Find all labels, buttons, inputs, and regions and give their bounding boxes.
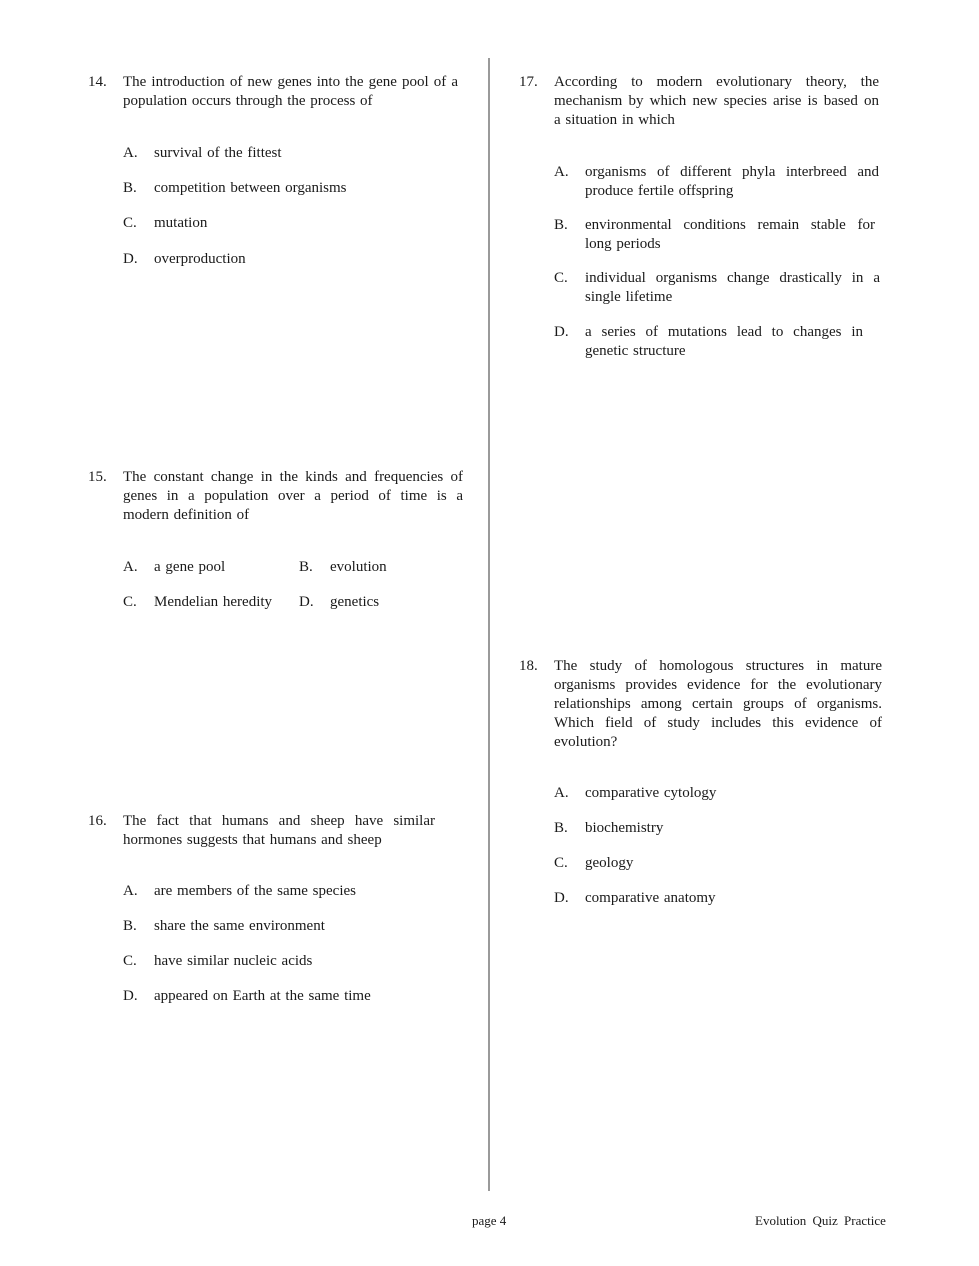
- option-text: comparative cytology: [585, 785, 717, 801]
- option-letter: A.: [554, 164, 569, 180]
- option-letter: B.: [299, 559, 313, 575]
- option-letter: A.: [123, 145, 138, 161]
- option-letter: D.: [554, 324, 569, 340]
- option-text: appeared on Earth at the same time: [154, 988, 371, 1004]
- question-15: [88, 468, 468, 618]
- option-text: survival of the fittest: [154, 145, 282, 161]
- option-letter: B.: [123, 180, 137, 196]
- option-letter: D.: [299, 594, 314, 610]
- option-letter: D.: [123, 988, 138, 1004]
- question-16: [88, 812, 468, 1012]
- option-letter: D.: [123, 251, 138, 267]
- option-letter: C.: [554, 270, 568, 286]
- option-text: organisms of different phyla interbreed and produce fertile offspring: [585, 164, 879, 199]
- option-letter: D.: [554, 890, 569, 906]
- option-letter: C.: [123, 594, 137, 610]
- document-title: Evolution Quiz Practice: [755, 1213, 886, 1228]
- question-18: [519, 657, 899, 917]
- option-text: comparative anatomy: [585, 890, 716, 906]
- question-stem: The fact that humans and sheep have similar hormones suggests that humans and sheep: [123, 813, 435, 848]
- option-letter: B.: [554, 820, 568, 836]
- question-number: 15.: [88, 469, 107, 485]
- question-number: 17.: [519, 74, 538, 90]
- option-text: biochemistry: [585, 820, 664, 836]
- option-text: environmental conditions remain stable for long periods: [585, 217, 875, 252]
- question-14: [88, 73, 468, 273]
- option-text: overproduction: [154, 251, 246, 267]
- option-text: a series of mutations lead to changes in genetic structure: [585, 324, 863, 359]
- option-letter: B.: [554, 217, 568, 233]
- option-text: genetics: [330, 594, 380, 610]
- column-divider: [488, 58, 490, 1191]
- page-number: page 4: [472, 1213, 507, 1228]
- question-number: 18.: [519, 658, 538, 674]
- option-letter: A.: [123, 883, 138, 899]
- question-stem: According to modern evolutionary theory, the mechanism by which new species arise is based on a situation in which: [554, 74, 879, 128]
- question-number: 16.: [88, 813, 107, 829]
- option-letter: A.: [554, 785, 569, 801]
- option-text: Mendelian heredity: [154, 594, 273, 610]
- option-text: share the same environment: [154, 918, 325, 934]
- option-letter: C.: [123, 215, 137, 231]
- option-letter: B.: [123, 918, 137, 934]
- option-text: competition between organisms: [154, 180, 347, 196]
- question-stem: The study of homologous structures in mature organisms provides evidence for the evolutionary relationships among certain groups of organisms. Which field of study includes this evidence of evolution?: [554, 658, 882, 750]
- option-letter: C.: [123, 953, 137, 969]
- option-text: mutation: [154, 215, 208, 231]
- option-text: are members of the same species: [154, 883, 356, 899]
- option-text: geology: [585, 855, 634, 871]
- question-stem: The introduction of new genes into the gene pool of a population occurs through the process of: [123, 74, 458, 109]
- question-number: 14.: [88, 74, 107, 90]
- question-17: [519, 73, 899, 373]
- option-letter: A.: [123, 559, 138, 575]
- option-text: a gene pool: [154, 559, 226, 575]
- option-letter: C.: [554, 855, 568, 871]
- option-text: have similar nucleic acids: [154, 953, 313, 969]
- option-text: individual organisms change drastically in a single lifetime: [585, 270, 880, 305]
- question-stem: The constant change in the kinds and frequencies of genes in a population over a period of time is a modern definition of: [123, 469, 463, 523]
- option-text: evolution: [330, 559, 387, 575]
